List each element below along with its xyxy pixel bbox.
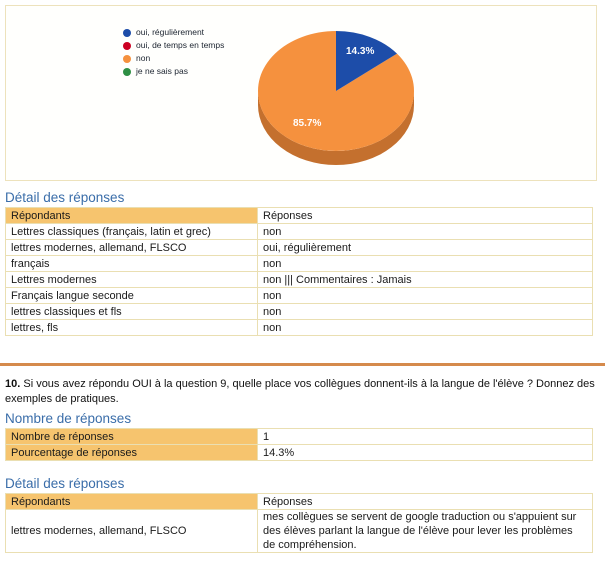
- legend-item: [123, 52, 224, 65]
- results-chart-panel: [5, 5, 597, 181]
- section-divider: [0, 363, 605, 366]
- response-cell: non ||| Commentaires : Jamais: [258, 272, 593, 288]
- legend-swatch-green: [123, 68, 131, 76]
- table-row: [6, 510, 593, 553]
- column-header-reponses: Réponses: [258, 494, 593, 510]
- pie-label-non: 85.7%: [293, 118, 322, 129]
- respondent-cell: Lettres modernes: [6, 272, 258, 288]
- table-row: [6, 272, 593, 288]
- legend-label: non: [136, 53, 151, 63]
- legend-item: [123, 65, 224, 78]
- response-cell: non: [258, 304, 593, 320]
- respondent-cell: lettres modernes, allemand, FLSCO: [6, 510, 258, 553]
- pie-label-oui: 14.3%: [346, 46, 375, 57]
- legend-swatch-blue: [123, 29, 131, 37]
- stat-label: Pourcentage de réponses: [6, 445, 258, 461]
- table-row: [6, 445, 593, 461]
- column-header-reponses: Réponses: [258, 208, 593, 224]
- responses-table-1: [5, 207, 593, 336]
- legend-swatch-orange: [123, 55, 131, 63]
- table-header-row: [6, 494, 593, 510]
- respondent-cell: lettres, fls: [6, 320, 258, 336]
- legend-label: oui, de temps en temps: [136, 40, 225, 50]
- table-row: [6, 429, 593, 445]
- chart-legend: [123, 26, 224, 78]
- section-heading-detail-1: Détail des réponses: [5, 190, 125, 205]
- response-cell: non: [258, 224, 593, 240]
- table-row: [6, 256, 593, 272]
- response-cell: oui, régulièrement: [258, 240, 593, 256]
- respondent-cell: français: [6, 256, 258, 272]
- section-heading-stats: Nombre de réponses: [5, 411, 132, 426]
- response-cell: mes collègues se servent de google traduction ou s'appuient sur des élèves parlant la langue de l'élève pour lever les problèmes de compréhension.: [258, 510, 593, 553]
- legend-label: je ne sais pas: [136, 66, 188, 76]
- question-number: 10.: [5, 378, 21, 390]
- section-heading-detail-2: Détail des réponses: [5, 476, 125, 491]
- table-row: [6, 304, 593, 320]
- table-row: [6, 240, 593, 256]
- table-header-row: [6, 208, 593, 224]
- stats-table: [5, 428, 593, 461]
- response-cell: non: [258, 256, 593, 272]
- question-body: Si vous avez répondu OUI à la question 9, quelle place vos collègues donnent-ils à la langue de l'élève ? Donnez des exemples de pratiques.: [5, 378, 595, 405]
- column-header-respondant: Répondants: [6, 208, 258, 224]
- question-text: [5, 377, 599, 407]
- legend-swatch-red: [123, 42, 131, 50]
- responses-table-2: [5, 493, 593, 553]
- column-header-respondant: Répondants: [6, 494, 258, 510]
- response-cell: non: [258, 288, 593, 304]
- stat-value: 14.3%: [258, 445, 593, 461]
- response-cell: non: [258, 320, 593, 336]
- respondent-cell: Lettres classiques (français, latin et grec): [6, 224, 258, 240]
- pie-chart: [6, 6, 598, 180]
- respondent-cell: Français langue seconde: [6, 288, 258, 304]
- legend-item: [123, 39, 224, 52]
- stat-label: Nombre de réponses: [6, 429, 258, 445]
- legend-label: oui, régulièrement: [136, 27, 205, 37]
- table-row: [6, 288, 593, 304]
- legend-item: [123, 26, 224, 39]
- respondent-cell: lettres classiques et fls: [6, 304, 258, 320]
- table-row: [6, 320, 593, 336]
- respondent-cell: lettres modernes, allemand, FLSCO: [6, 240, 258, 256]
- stat-value: 1: [258, 429, 593, 445]
- table-row: [6, 224, 593, 240]
